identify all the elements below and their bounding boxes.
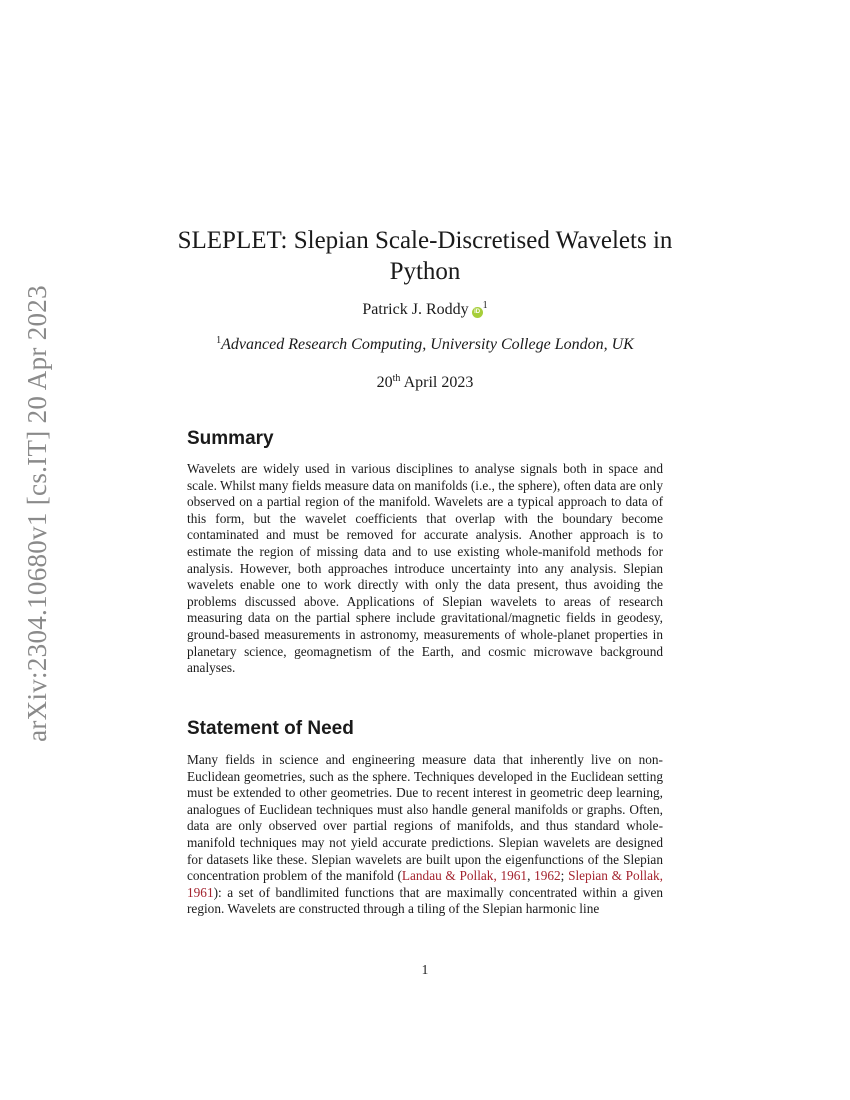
affiliation-mark: 1	[216, 335, 222, 346]
affiliation-text: Advanced Research Computing, University College London, UK	[221, 336, 634, 353]
summary-paragraph: Wavelets are widely used in various disciplines to analyse signals both in space and scale. Whilst many fields measure data on manifolds (i.e., the sphere), often data are only observed on a partial region of the manifold. Wavelets are a typical approach to data of this form, but the wavelet coefficients that overlap with the boundary become contaminated and must be removed for accurate analysis. Another approach is to estimate the region of missing data and to use existing whole-manifold methods for analysis. However, both approaches introduce uncertainty into any analysis. Slepian wavelets enable one to work directly with only the data present, thus avoiding the problems discussed above. Applications of Slepian wavelets to areas of research measuring data on the partial sphere include gravitational/magnetic fields in geodesy, ground-based measurements in astronomy, measurements of whole-planet properties in planetary science, geomagnetism of the Earth, and cosmic microwave background analyses.	[187, 461, 663, 676]
statement-of-need-paragraph: Many fields in science and engineering measure data that inherently live on non-Euclidean geometries, such as the sphere. Techniques developed in the Euclidean setting must be extended to other geometries. Due to recent interest in geometric deep learning, analogues of Euclidean techniques must also handle general manifolds or graphs. Often, data are only observed over partial regions of manifolds, and thus standard whole-manifold techniques may not yield accurate predictions. Slepian wavelets are designed for datasets like these. Slepian wavelets are built upon the eigenfunctions of the Slepian concentration problem of the manifold (Landau & Pollak, 1961, 1962; Slepian & Pollak, 1961): a set of bandlimited functions that are maximally concentrated within a given region. Wavelets are constructed through a tiling of the Slepian harmonic line	[187, 752, 663, 917]
page-number: 1	[421, 962, 429, 977]
arxiv-identifier-text: arXiv:2304.10680v1 [cs.IT] 20 Apr 2023	[21, 284, 52, 742]
citation-slepian-pollak-1961[interactable]: Slepian & Pollak, 1961	[187, 868, 663, 900]
publication-date	[0, 371, 850, 395]
statement-of-need-heading: Statement of Need	[187, 718, 354, 739]
paper-title: SLEPLET: Slepian Scale-Discretised Wavelets in Python	[177, 227, 673, 285]
summary-heading: Summary	[187, 428, 274, 449]
author-affiliation-mark: 1	[482, 300, 488, 311]
orcid-icon[interactable]: iD	[472, 307, 483, 318]
citation-landau-pollak-1961[interactable]: Landau & Pollak, 1961	[401, 868, 528, 884]
need-text-after: ): a set of bandlimited functions that are maximally concentrated within a given region. Wavelets are constructed through a tiling of the Slepian harmonic line	[187, 884, 663, 917]
author-line	[0, 298, 850, 322]
date-suffix: th	[392, 373, 401, 384]
date-day: 20	[376, 374, 393, 391]
citation-landau-pollak-1962[interactable]: 1962	[534, 868, 561, 884]
date-rest: April 2023	[403, 374, 474, 391]
author-name: Patrick J. Roddy	[362, 301, 469, 318]
need-text-before: Many fields in science and engineering measure data that inherently live on non-Euclidean geometries, such as the sphere. Techniques developed in the Euclidean setting must be extended to other geometries. Due to recent interest in geometric deep learning, analogues of Euclidean techniques must also handle general manifolds or graphs. Often, data are only observed over partial regions of manifolds, and thus standard whole-manifold techniques may not yield accurate predictions. Slepian wavelets are designed for datasets like these. Slepian wavelets are built upon the eigenfunctions of the Slepian concentration problem of the manifold (	[187, 752, 663, 884]
affiliation-line	[0, 333, 850, 357]
